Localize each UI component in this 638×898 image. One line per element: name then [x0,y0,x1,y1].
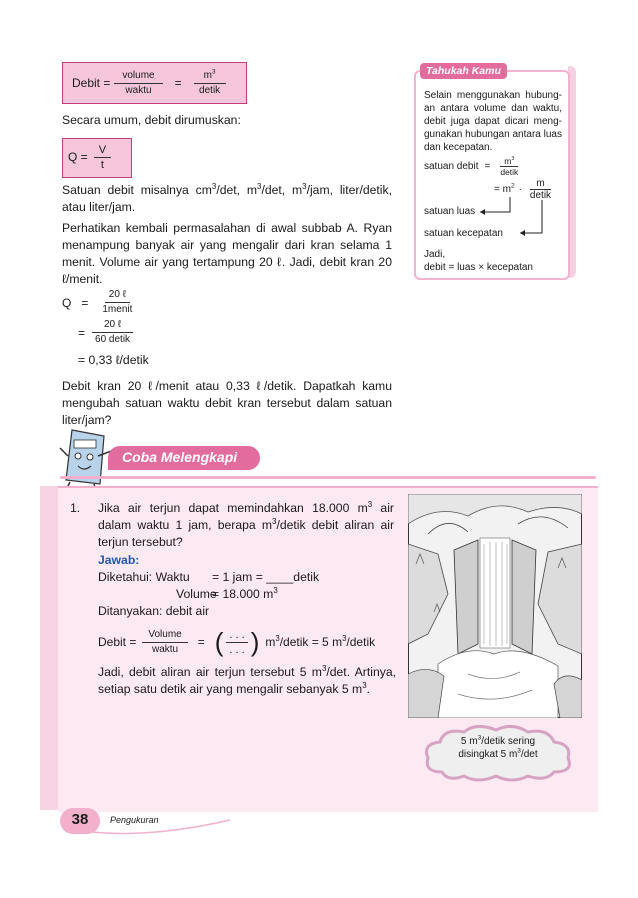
exercise-conclusion: Jadi, debit aliran air terjun tersebut 5 $m^3/\det$. Artinya, setiap satu detik air yang mengalir sebanyak 5 $m^3$. [98,663,396,696]
coba-title: Coba Melengkapi [122,449,238,465]
debit-calc-eq: = [197,635,205,649]
debit-calc-lhs: Debit = [98,635,137,649]
calc-eq-2: = [78,325,86,340]
volume-numerator: volume [114,69,162,84]
detik-denominator: detik [199,84,221,96]
tahukah-jadi: Jadi, [424,249,446,260]
satuan-debit-label: satuan debit [424,161,479,172]
waktu-denominator: waktu [125,84,152,96]
calc-result: = 0,33 ℓ/detik [78,353,149,367]
debit-calc-tail: $m^3$/detik = 5 $m^3$/detik [265,634,376,649]
arrows-svg [420,180,580,260]
m3-numerator: $m^3$ [194,69,226,84]
q-formula [68,141,111,173]
page-number: 38 [71,811,89,828]
chapter-name: Pengukuran [110,815,159,825]
debit-calc-num: Volume [142,628,187,643]
row2-num: m [530,178,550,190]
row1-num: $m^3$ [500,156,518,167]
debit-lhs: Debit = [72,75,111,90]
exercise-question: Jika air terjun dapat memindahkan 18.000 $m^3$ air dalam waktu 1 jam, berapa $m^3$/detik debit aliran air terjun tersebut? [98,499,394,549]
diketahui-label: Diketahui: Waktu [98,570,190,584]
q-lhs: Q = [68,150,88,164]
waterfall-illustration [408,494,582,718]
calc-line-2 [78,318,134,347]
row1-eq: = [484,161,491,172]
satuan-kecepatan: satuan kecepatan [424,228,503,239]
debit-formula [72,67,242,99]
footer-swoosh [92,818,232,838]
v-numerator: V [94,143,111,158]
question-paragraph: Debit kran 20 ℓ/menit atau 0,33 ℓ/detik. Dapatkah kamu mengubah satuan waktu debit kran tersebut dalam satuan liter/jam? [62,379,392,427]
row2-dot: · [518,184,522,195]
waktu-value: = 1 jam = ____detik [212,570,320,584]
calc-den-2: 60 detik [95,334,131,345]
calc-num-2: 20 ℓ [92,318,133,333]
tahukah-title: Tahukah Kamu [420,63,507,79]
exercise-left-strip [40,486,58,810]
debit-calc-line: Debit = $\frac{\text{Volume}}{\text{waktu}}$ = ( $\frac{. . .}{. . .}$ ) $m^3$/detik = 5 $m^3$/detik [98,627,376,657]
calc-den-1: 1menit [102,304,133,315]
cloud-line-1: 5 $m^3$/detik sering [460,734,536,747]
calc-q: Q [62,295,72,310]
tahukah-text: Selain menggunakan hubung-an antara volume dan waktu, debit juga dapat dicari meng-gunakan hubungan antara luas dan kecepatan. [424,90,562,153]
blank-numerator[interactable]: . . . [226,628,247,643]
row2-den: detik [529,190,552,201]
units-paragraph: Satuan debit misalnya $cm^3/\det$, $m^3/\det$, $m^3$/jam, liter/detik, atau liter/jam. [62,181,392,214]
volume-value: = 18.000 $m^3$ [212,585,278,601]
jawab-label: Jawab: [98,553,140,567]
row2-eq: = $m^2$ [494,182,515,195]
equals-sign: = [174,75,182,90]
blank-denominator[interactable]: . . . [229,643,245,656]
exercise-number: 1. [70,501,81,515]
calc-line-1 [62,288,136,317]
coba-underline [60,476,596,479]
intro-text: Secara umum, debit dirumuskan: [62,113,241,127]
t-denominator: t [100,158,104,171]
calc-eq-1: = [81,295,89,310]
satuan-luas: satuan luas [424,206,476,217]
tahukah-row-1 [424,156,522,177]
ditanyakan-label: Ditanyakan: debit air [98,604,210,618]
ryan-paragraph: Perhatikan kembali permasalahan di awal subbab A. Ryan menampung banyak air yang mengalir dari kran selama 1 menit. Volume air yang tertampung 20 ℓ. Jadi, debit kran 20 ℓ/menit. [62,221,392,286]
tahukah-conclusion: debit = luas × kecepatan [424,262,533,273]
row1-den: detik [500,167,519,177]
calc-num-1: 20 ℓ [105,288,130,303]
cloud-line-2: disingkat 5 $m^3/\det$ [458,747,538,760]
debit-calc-den: waktu [151,643,179,655]
volume-label: Volume [176,587,217,601]
cloud-text [436,735,560,761]
